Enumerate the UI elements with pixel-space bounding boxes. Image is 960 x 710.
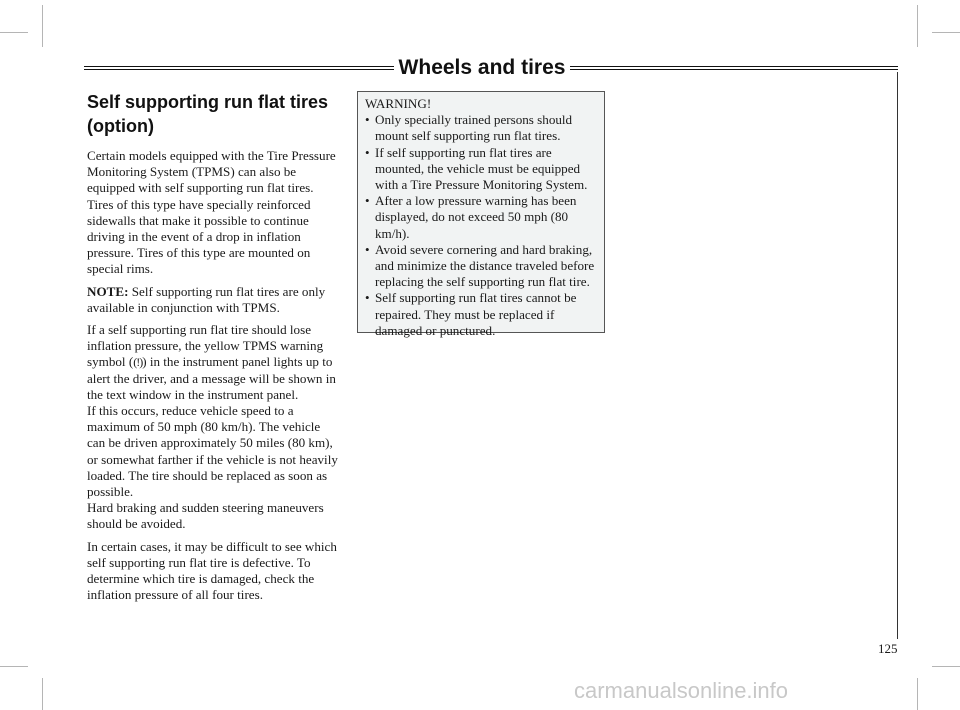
bullet-icon: • bbox=[365, 193, 370, 209]
bullet-icon: • bbox=[365, 290, 370, 306]
warning-box bbox=[357, 91, 605, 338]
column-divider bbox=[897, 72, 898, 639]
warning-list bbox=[365, 112, 598, 339]
bullet-icon: • bbox=[365, 112, 370, 128]
note-label: NOTE: bbox=[87, 283, 129, 299]
warning-item: • If self supporting run flat tires are mounted, the vehicle must be equipped with a Tire Pressure Monitoring System. bbox=[365, 144, 588, 193]
crop-mark bbox=[932, 32, 960, 33]
paragraph: In certain cases, it may be difficult to see which self supporting run flat tire is defective. To determine which tire is damaged, check the inflation pressure of all four tires. bbox=[87, 538, 337, 603]
bullet-icon: • bbox=[365, 241, 370, 257]
section-heading: Self supporting run flat tires (option) bbox=[87, 92, 329, 136]
warning-item: • Only specially trained persons should mount self supporting run flat tires. bbox=[365, 112, 573, 144]
paragraph-text: If this occurs, reduce vehicle speed to a maximum of 50 mph (80 km/h). The vehicle can be driven approximately 50 miles (80 km), or somewhat farther if the vehicle is not heavily loaded. The tire should be replaced as soon as possible. bbox=[87, 403, 338, 500]
warning-item: • Avoid severe cornering and hard braking, and minimize the distance traveled before replacing the self supporting run flat tire. bbox=[365, 241, 595, 290]
warning-item: • After a low pressure warning has been displayed, do not exceed 50 mph (80 km/h). bbox=[365, 193, 577, 241]
tpms-warning-icon: (!) bbox=[133, 355, 143, 370]
paragraph-text: ) in the instrument panel lights up to alert the driver, and a message will be shown in the text window in the instrument panel. bbox=[87, 354, 336, 402]
paragraph-text: If a self supporting run flat tire should lose inflation pressure, the yellow TPMS warning symbol ( bbox=[87, 322, 324, 370]
main-column bbox=[87, 90, 339, 609]
note-paragraph bbox=[87, 284, 339, 316]
warning-title: WARNING! bbox=[365, 96, 432, 111]
crop-mark bbox=[42, 678, 43, 710]
watermark: carmanualsonline.info bbox=[574, 678, 789, 703]
header-rule-right bbox=[570, 66, 898, 70]
crop-mark bbox=[917, 678, 918, 710]
crop-mark bbox=[0, 32, 28, 33]
bullet-icon: • bbox=[365, 144, 370, 160]
page-title: Wheels and tires bbox=[398, 56, 566, 79]
paragraph-text: Hard braking and sudden steering maneuvers should be avoided. bbox=[87, 500, 324, 532]
crop-mark bbox=[917, 5, 918, 47]
warning-item: • Self supporting run flat tires cannot be repaired. They must be replaced if damaged or punctured. bbox=[365, 290, 577, 338]
crop-mark bbox=[0, 666, 28, 667]
note-text: Self supporting run flat tires are only available in conjunction with TPMS. bbox=[87, 283, 326, 315]
paragraph bbox=[87, 322, 339, 533]
paragraph: Certain models equipped with the Tire Pressure Monitoring System (TPMS) can also be equipped with self supporting run flat tires. Tires of this type have specially reinforced sidewalls that make it possible to continue driving in the event of a drop in inflation pressure. Tires of this type are mounted on special rims. bbox=[87, 148, 336, 277]
crop-mark bbox=[42, 5, 43, 47]
crop-mark bbox=[932, 666, 960, 667]
header-rule-left bbox=[84, 66, 394, 70]
page-number: 125 bbox=[878, 641, 898, 656]
